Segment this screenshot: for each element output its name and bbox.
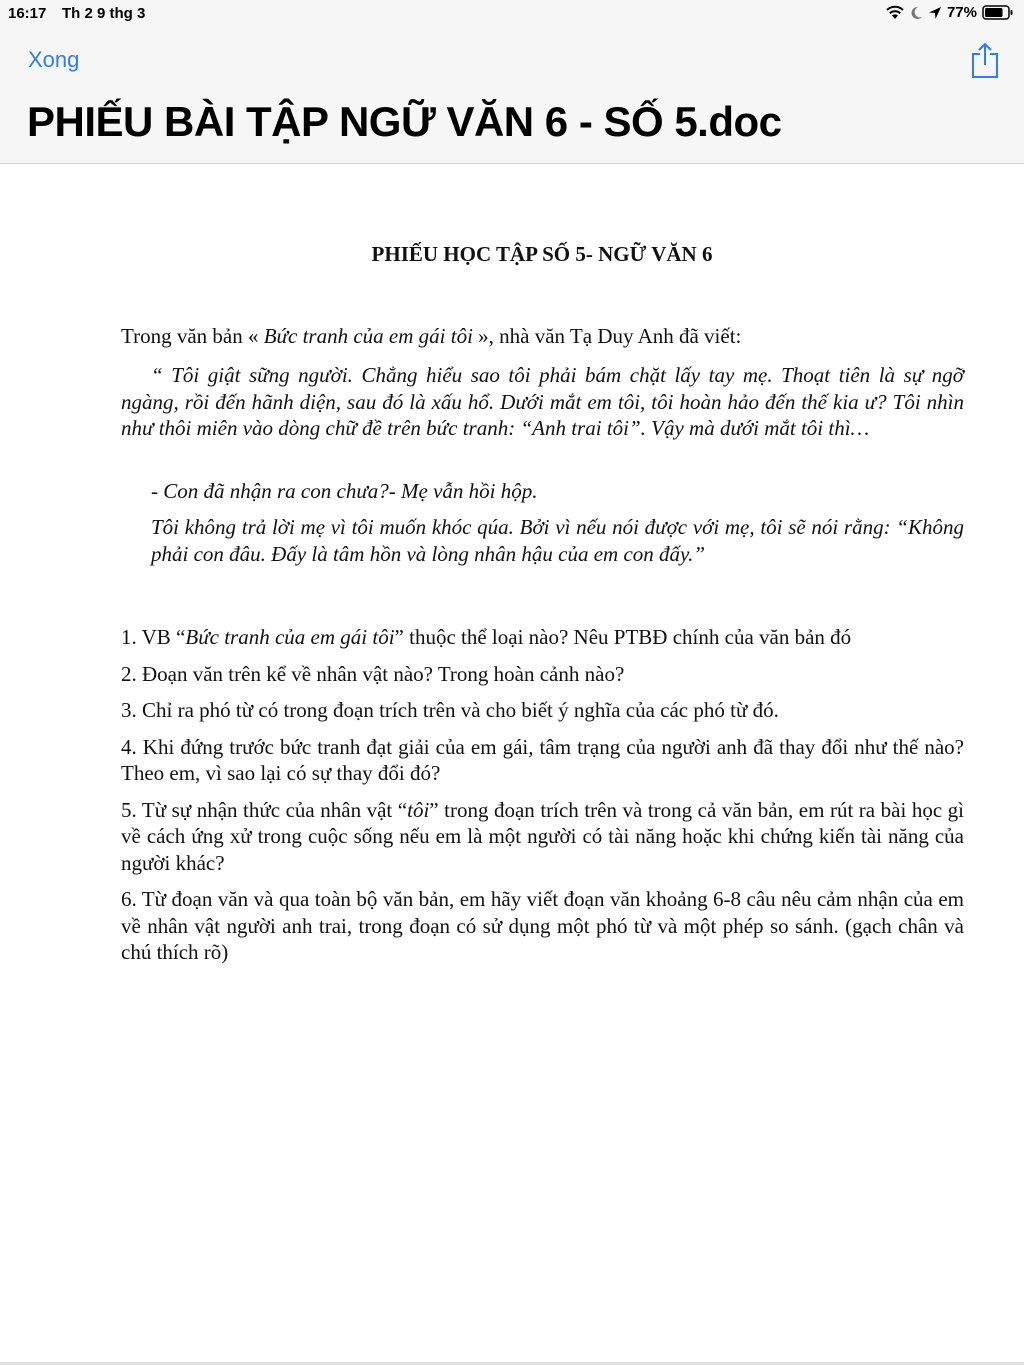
intro-paragraph [121, 323, 964, 350]
location-arrow-icon [928, 6, 942, 20]
share-icon [968, 41, 1002, 79]
status-indicators [885, 4, 1014, 21]
worksheet-heading: PHIẾU HỌC TẬP SỐ 5- NGỮ VĂN 6 [371, 242, 713, 266]
intro-prefix: Trong văn bản « [121, 324, 264, 348]
document-title: PHIẾU BÀI TẬP NGỮ VĂN 6 - SỐ 5.doc [27, 98, 782, 145]
question-1-prefix: 1. VB “ [121, 625, 186, 649]
question-1 [121, 624, 964, 651]
moon-icon [910, 6, 923, 20]
question-5-word: tôi [407, 797, 430, 822]
question-6: 6. Từ đoạn văn và qua toàn bộ văn bản, em hãy viết đoạn văn khoảng 6-8 câu nêu cảm nhận của em về nhân vật người anh trai, trong đoạn có sử dụng một phó từ và một phép so sánh. (gạch chân và chú thích rõ) [121, 887, 964, 964]
question-3: 3. Chỉ ra phó từ có trong đoạn trích trên và cho biết ý nghĩa của các phó từ đó. [121, 698, 779, 722]
question-list [121, 624, 964, 976]
status-time: 16:17 [8, 5, 47, 22]
status-date: Th 2 9 thg 3 [62, 5, 146, 22]
question-4: 4. Khi đứng trước bức tranh đạt giải của em gái, tâm trạng của người anh đã thay đổi như thế nào? Theo em, vì sao lại có sự thay đổi đó? [121, 734, 964, 785]
question-2: 2. Đoạn văn trên kể về nhân vật nào? Trong hoàn cảnh nào? [121, 661, 625, 686]
document-page [0, 164, 1024, 1365]
done-button[interactable]: Xong [28, 47, 80, 72]
question-1-work: Bức tranh của em gái tôi [185, 625, 395, 649]
share-button[interactable] [968, 41, 1002, 79]
intro-suffix: », nhà văn Tạ Duy Anh đã viết: [472, 324, 742, 348]
excerpt-quote: “ Tôi giật sững người. Chẳng hiểu sao tôi phải bám chặt lấy tay mẹ. Thoạt tiên là sự ngỡ ngàng, rồi đến hãnh diện, sau đó là xấu hổ. Dưới mắt em tôi, tôi hoàn hảo đến thế kia ư? Tôi nhìn như thôi miên vào dòng chữ đề trên bức tranh: “Anh trai tôi”. Vậy mà dưới mắt tôi thì… [121, 363, 964, 440]
question-5-prefix: 5. Từ sự nhận thức của nhân vật “ [121, 797, 408, 822]
question-5-suffix: ” trong đoạn trích trên và trong cả văn bản, em rút ra bài học gì về cách ứng xử trong cuộc sống nếu em là một người có tài năng hoặc khi chứng kiến tài năng của người khác? [121, 797, 964, 875]
status-bar [0, 0, 1024, 28]
document-toolbar [0, 0, 1024, 164]
excerpt-dialog: - Con đã nhận ra con chưa?- Mẹ vẫn hồi hộp. [151, 479, 538, 503]
question-5 [121, 797, 964, 877]
battery-percent: 77% [946, 4, 977, 21]
intro-work-title: Bức tranh của em gái tôi [263, 324, 473, 348]
wifi-icon [885, 5, 905, 20]
question-1-suffix: ” thuộc thể loại nào? Nêu PTBĐ chính của văn bản đó [394, 625, 852, 649]
battery-icon [982, 5, 1014, 20]
excerpt-reply: Tôi không trả lời mẹ vì tôi muốn khóc qúa. Bởi vì nếu nói được với mẹ, tôi sẽ nói rằng: “Không phải con đâu. Đấy là tâm hồn và lòng nhân hậu của em con đấy.” [151, 515, 964, 566]
